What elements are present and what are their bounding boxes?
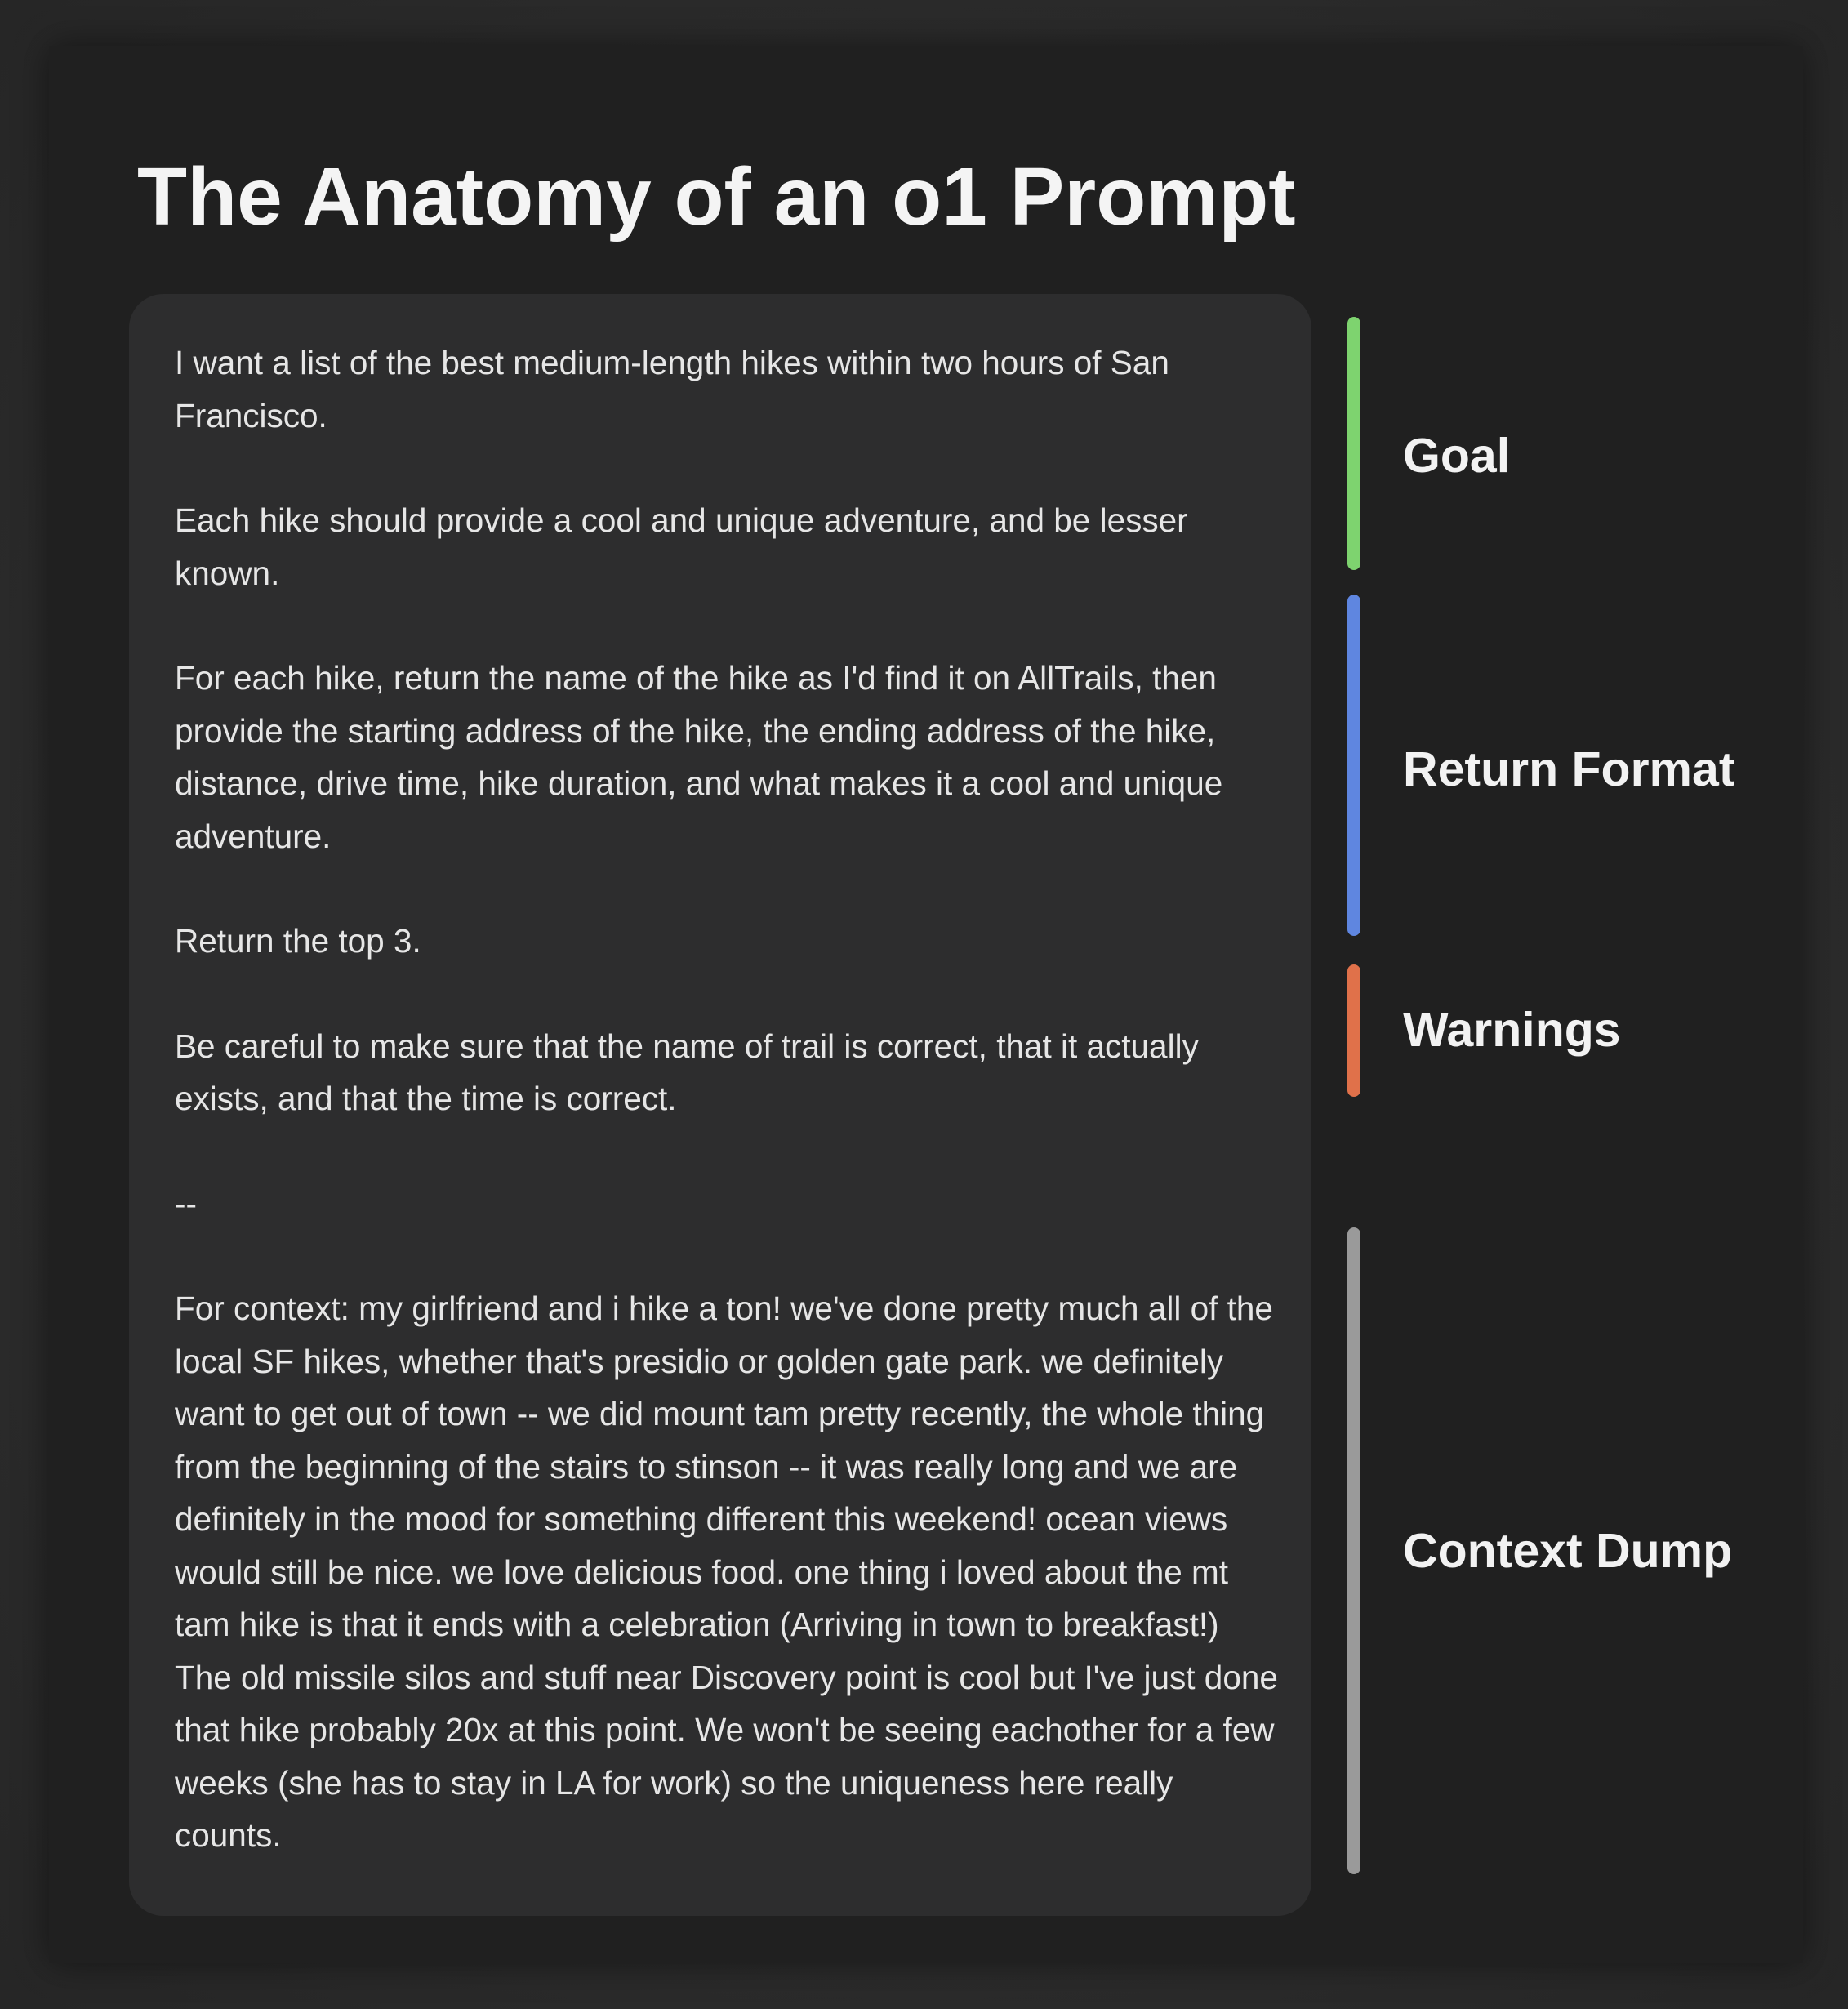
warnings-label: Warnings bbox=[1403, 1003, 1621, 1057]
prompt-card bbox=[129, 294, 1311, 1916]
prompt-goal-text-2: Each hike should provide a cool and unique adventure, and be lesser known. bbox=[175, 501, 1188, 592]
prompt-separator: -- bbox=[175, 1184, 197, 1223]
prompt-warnings-text: Be careful to make sure that the name of trail is correct, that it actually exists, and that the time is correct. bbox=[175, 1027, 1199, 1117]
prompt-return-format-text-1: For each hike, return the name of the hike as I'd find it on AllTrails, then provide the starting address of the hike, the ending address of the hike, distance, drive time, hike duration, and what makes it a cool and unique adventure. bbox=[175, 659, 1223, 855]
context-dump-bar bbox=[1347, 1227, 1360, 1874]
page-title: The Anatomy of an o1 Prompt bbox=[137, 151, 1296, 243]
prompt-context-text: For context: my girlfriend and i hike a ton! we've done pretty much all of the local SF hikes, whether that's presidio or golden gate park. we definitely want to get out of town -- we did mount tam pretty recently, the whole thing from the beginning of the stairs to stinson -- it was really long and we are definitely in the mood for something different this weekend! ocean views would still be nice. we love delicious food. one thing i loved about the mt tam hike is that it ends with a celebration (Arriving in town to breakfast!) The old missile silos and stuff near Discovery point is cool but I've just done that hike probably 20x at this point. We won't be seeing eachother for a few weeks (she has to stay in LA for work) so the uniqueness here really counts. bbox=[175, 1290, 1278, 1854]
context-dump-label: Context Dump bbox=[1403, 1524, 1733, 1578]
warnings-bar bbox=[1347, 964, 1360, 1097]
prompt-return-format-text-2: Return the top 3. bbox=[175, 922, 421, 960]
slide-frame bbox=[49, 46, 1803, 1963]
prompt-goal-text-1: I want a list of the best medium-length hikes within two hours of San Francisco. bbox=[175, 344, 1169, 434]
return-format-bar bbox=[1347, 595, 1360, 936]
return-format-label: Return Format bbox=[1403, 742, 1735, 796]
goal-bar bbox=[1347, 317, 1360, 570]
goal-label: Goal bbox=[1403, 429, 1511, 483]
